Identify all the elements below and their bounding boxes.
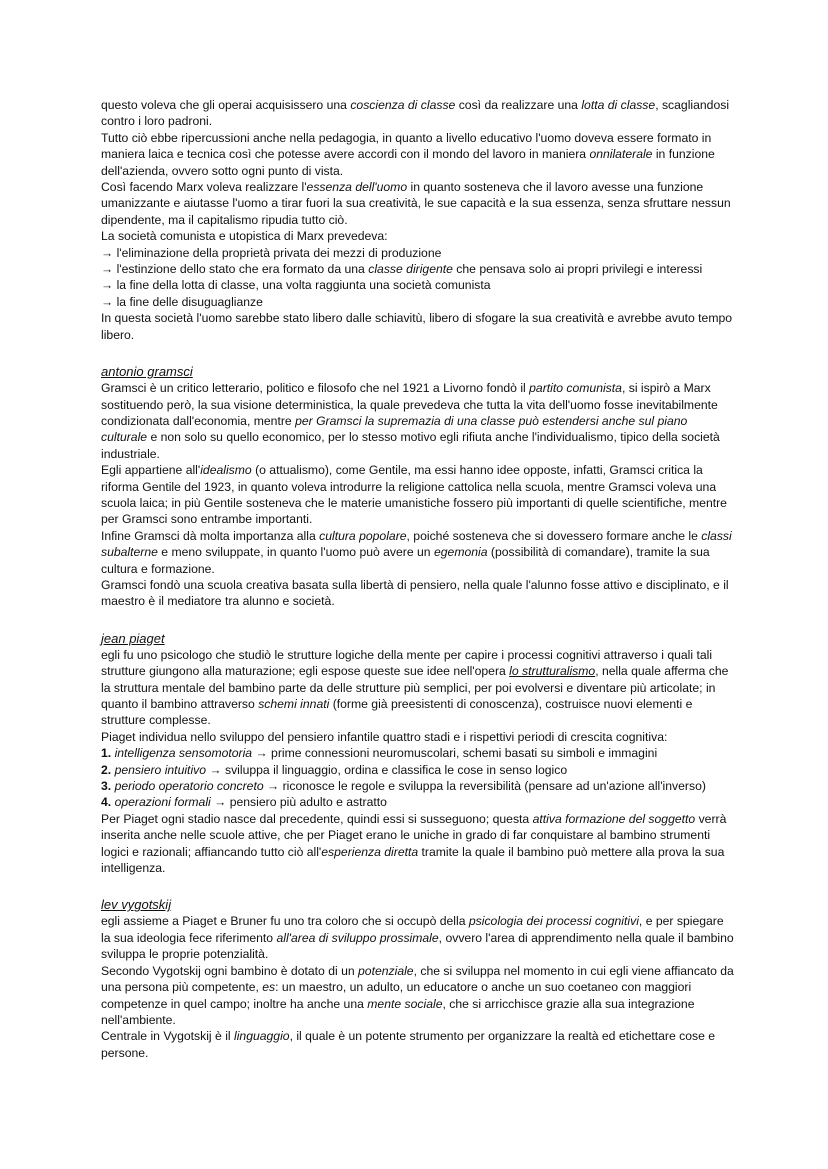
paragraph: egli assieme a Piaget e Bruner fu uno tra coloro che si occupò della psicologia dei processi cognitivi, e per spiegare la sua ideologia fece riferimento all'area di sviluppo prossimale, ovvero l'area di apprendimento nella quale il bambino sviluppa le proprie potenzialità. <box>101 914 734 962</box>
paragraph: Tutto ciò ebbe ripercussioni anche nella pedagogia, in quanto a livello educativo l'uomo doveva essere formato in maniera laica e tecnica così che potesse avere accordi con il mondo del lavoro in maniera onnilaterale in funzione dell'azienda, ovvero sotto ogni punto di vista. <box>101 130 715 178</box>
stage-item: 3. periodo operatorio concreto → riconosce le regole e sviluppa la reversibilità (pensare ad un'azione all'inverso) <box>101 779 706 794</box>
list-item: → l'estinzione dello stato che era formato da una classe dirigente che pensava solo ai propri privilegi e interessi <box>101 262 703 277</box>
paragraph: La società comunista e utopistica di Marx prevedeva: <box>101 229 388 244</box>
list-item: → la fine della lotta di classe, una volta raggiunta una società comunista <box>101 278 491 293</box>
section-title-gramsci: antonio gramsci <box>101 364 193 380</box>
document-page <box>101 97 736 1061</box>
stage-item: 1. intelligenza sensomotoria → prime connessioni neuromuscolari, schemi basati su simboli e immagini <box>101 746 658 761</box>
paragraph: egli fu uno psicologo che studiò le strutture logiche della mente per capire i processi cognitivi attraverso i quali tali strutture giungono alla maturazione; egli espose queste sue idee nell'opera lo strutturalismo, nella quale afferma che la struttura mentale del bambino parte da delle strutture più semplici, per poi evolversi e diventare più articolate; in quanto il bambino attraverso schemi innati (forme già preesistenti di conoscenza), costruisce nuovi elementi e strutture complesse. <box>101 647 729 728</box>
paragraph: Gramsci fondò una scuola creativa basata sulla libertà di pensiero, nella quale l'alunno fosse attivo e disciplinato, e il maestro è il mediatore tra alunno e società. <box>101 577 729 609</box>
paragraph: Secondo Vygotskij ogni bambino è dotato di un potenziale, che si sviluppa nel momento in cui egli viene affiancato da una persona più competente, es: un maestro, un adulto, un educatore o anche un suo coetaneo con maggiori competenze in quel campo; inoltre ha anche una mente sociale, che si arricchisce grazie alla sua integrazione nell'ambiente. <box>101 963 734 1027</box>
section-title-piaget: jean piaget <box>101 630 165 646</box>
section-title-vygotskij: lev vygotskij <box>101 897 172 913</box>
stage-item: 4. operazioni formali → pensiero più adulto e astratto <box>101 795 387 810</box>
paragraph: Così facendo Marx voleva realizzare l'essenza dell'uomo in quanto sosteneva che il lavoro avesse una funzione umanizzante e aiutasse l'uomo a tirar fuori la sua creatività, le sue capacità e la sua essenza, senza sfruttare nessun dipendente, ma il capitalismo ripudia tutto ciò. <box>101 180 731 227</box>
paragraph: Gramsci è un critico letterario, politico e filosofo che nel 1921 a Livorno fondò il partito comunista, si ispirò a Marx sostituendo però, la sua visione deterministica, la quale prevedeva che tutta la vita dell'uomo fosse inevitabilmente condizionata dall'economia, mentre per Gramsci la supremazia di una classe può estendersi anche sul piano culturale e non solo su quello economico, per lo stesso motivo egli rifiuta anche l'individualismo, tipico della società industriale. <box>101 381 720 461</box>
paragraph: Piaget individua nello sviluppo del pensiero infantile quattro stadi e i rispettivi periodi di crescita cognitiva: <box>101 729 668 744</box>
list-item: → la fine delle disuguaglianze <box>101 294 263 309</box>
stage-item: 2. pensiero intuitivo → sviluppa il linguaggio, ordina e classifica le cose in senso logico <box>101 762 568 777</box>
paragraph: Egli appartiene all'idealismo (o attualismo), come Gentile, ma essi hanno idee opposte, infatti, Gramsci critica la riforma Gentile del 1923, in quanto voleva introdurre la religione cattolica nella scuola, mentre Gramsci voleva una scuola laica; in più Gentile sosteneva che le materie umanistiche fossero più importanti di quelle scientifiche, mentre per Gramsci sono entrambe importanti. <box>101 463 727 527</box>
paragraph: Infine Gramsci dà molta importanza alla cultura popolare, poiché sosteneva che si dovessero formare anche le classi subalterne e meno sviluppate, in quanto l'uomo può avere un egemonia (possibilità di comandare), tramite la sua cultura e formazione. <box>101 528 732 576</box>
paragraph: In questa società l'uomo sarebbe stato libero dalle schiavitù, libero di sfogare la sua creatività e avrebbe avuto tempo libero. <box>101 311 733 342</box>
list-item: → l'eliminazione della proprietà privata dei mezzi di produzione <box>101 245 442 260</box>
paragraph: questo voleva che gli operai acquisissero una coscienza di classe così da realizzare una lotta di classe, scagliandosi contro i loro padroni. <box>101 98 730 129</box>
paragraph: Centrale in Vygotskij è il linguaggio, il quale è un potente strumento per organizzare la realtà ed etichettare cose e persone. <box>101 1029 716 1060</box>
paragraph: Per Piaget ogni stadio nasce dal precedente, quindi essi si susseguono; questa attiva formazione del soggetto verrà inserita anche nelle scuole attive, che per Piaget erano le uniche in grado di far conquistare al bambino strumenti logici e razionali; affiancando tutto ciò all'esperienza diretta tramite la quale il bambino può mettere alla prova la sua intelligenza. <box>101 811 727 876</box>
